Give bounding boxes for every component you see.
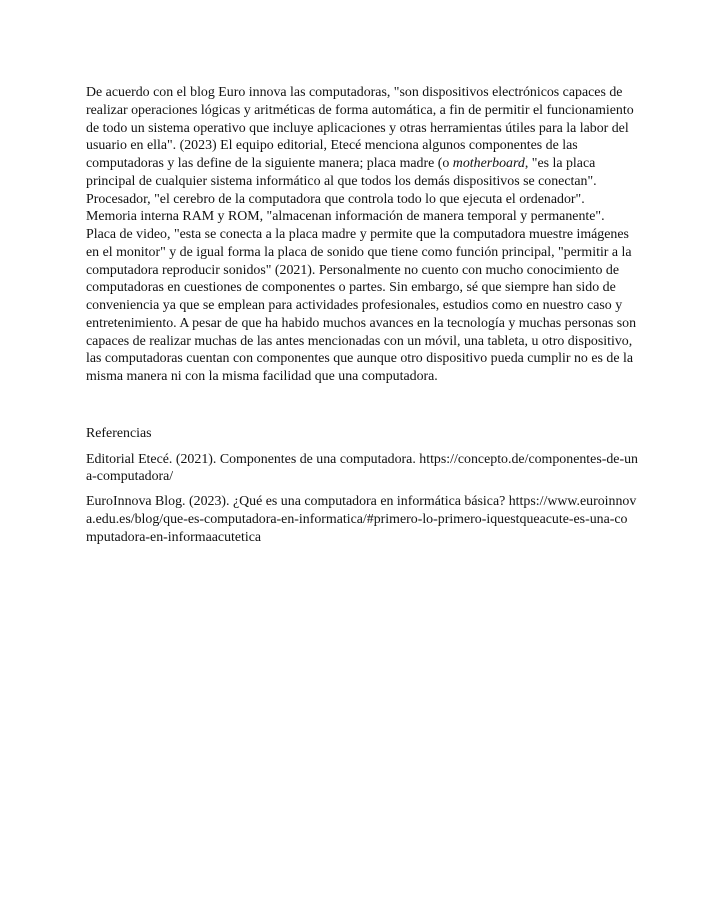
document-page <box>86 84 638 546</box>
italic-term: motherboard <box>452 156 525 171</box>
reference-entry: Editorial Etecé. (2021). Componentes de una computadora. https://concepto.de/componentes-de-una-computadora/ <box>86 451 638 485</box>
body-paragraph <box>86 84 638 386</box>
references-heading: Referencias <box>86 425 152 441</box>
reference-entry: EuroInnova Blog. (2023). ¿Qué es una computadora en informática básica? https://www.euroinnova.edu.es/blog/que-es-computadora-en-informatica/#primero-lo-primero-iquestqueacute-es-una-computadora-en-informaacutetica <box>86 494 637 545</box>
paragraph-text-part1: De acuerdo con el blog Euro innova las computadoras, "son dispositivos electrónicos capaces de realizar operaciones lógicas y aritméticas de forma automática, a fin de permitir el funcionamiento de todo un sistema operativo que incluye aplicaciones y otras herramientas útiles para la labor del usuario en ella". (2023) El equipo editorial, Etecé menciona algunos componentes de las computadoras y las define de la siguiente manera; placa madre (o <box>86 85 634 171</box>
paragraph-text-part2: , "es la placa principal de cualquier sistema informático al que todos los demás dispositivos se conectan". Procesador, "el cerebro de la computadora que controla todo lo que ejecuta el ordenador". Memoria interna RAM y ROM, "almacenan información de manera temporal y permanente". Placa de video, "esta se conecta a la placa madre y permite que la computadora muestre imágenes en el monitor" y de igual forma la placa de sonido que tiene como función principal, "permitir a la computadora reproducir sonidos" (2021). Personalmente no cuento con mucho conocimiento de computadoras en cuestiones de componentes o partes. Sin embargo, sé que siempre han sido de conveniencia ya que se emplean para actividades profesionales, estudios como en nuestro caso y entretenimiento. A pesar de que ha habido muchos avances en la tecnología y muchas personas son capaces de realizar muchas de las antes mencionadas con un móvil, una tableta, u otro dispositivo, las computadoras cuentan con componentes que aunque otro dispositivo pueda cumplir no es de la misma manera ni con la misma facilidad que una computadora. <box>86 156 637 384</box>
